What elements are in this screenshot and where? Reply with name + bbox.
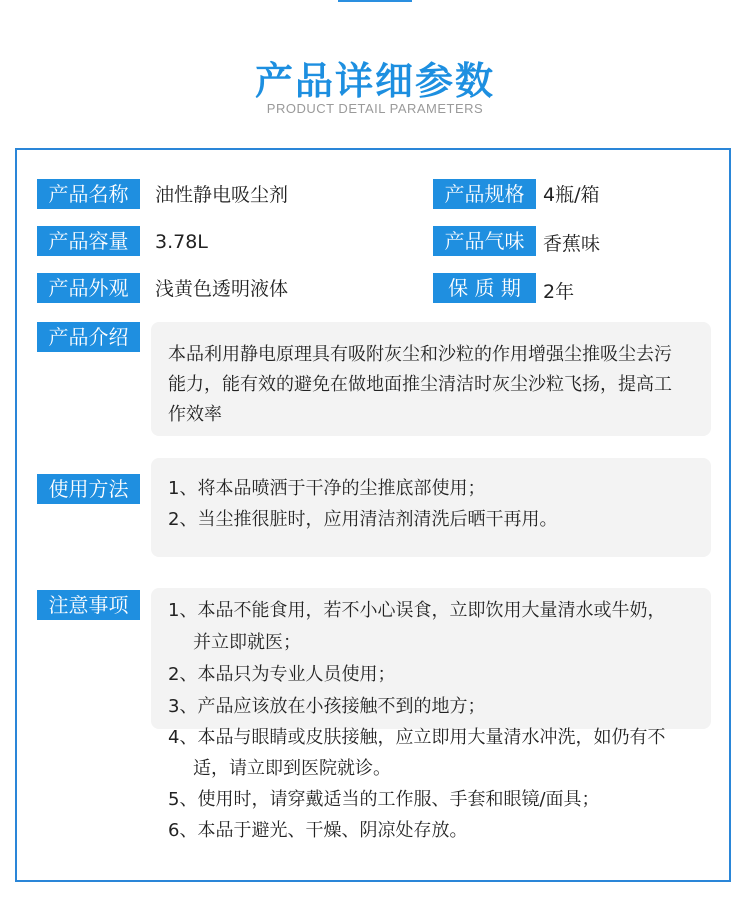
spec-value-name: 油性静电吸尘剂 — [155, 184, 289, 206]
spec-value-appearance: 浅黄色透明液体 — [155, 278, 289, 300]
usage-step: 2、当尘推很脏时，应用清洁剂清洗后晒干再用。 — [168, 509, 558, 530]
spec-value-scent: 香蕉味 — [543, 233, 601, 255]
notes-item: 4、本品与眼睛或皮肤接触，应立即用大量清水冲洗，如仍有不 — [168, 727, 666, 748]
notes-item: 2、本品只为专业人员使用； — [168, 664, 396, 685]
notes-item: 3、产品应该放在小孩接触不到的地方； — [168, 696, 486, 717]
spec-label-scent: 产品气味 — [433, 226, 536, 256]
spec-value-shelf-life: 2年 — [543, 281, 575, 303]
top-accent-bar — [338, 0, 412, 2]
notes-item: 5、使用时，请穿戴适当的工作服、手套和眼镜/面具； — [168, 789, 600, 810]
spec-value-capacity: 3.78L — [155, 231, 208, 253]
notes-label: 注意事项 — [37, 590, 140, 620]
usage-label: 使用方法 — [37, 474, 140, 504]
spec-label-name: 产品名称 — [37, 179, 140, 209]
page-subtitle: PRODUCT DETAIL PARAMETERS — [266, 101, 484, 116]
notes-item: 并立即就医； — [193, 632, 301, 653]
notes-item: 适，请立即到医院就诊。 — [193, 758, 391, 779]
spec-label-shelf-life: 保 质 期 — [433, 273, 536, 303]
intro-line: 作效率 — [168, 404, 222, 425]
page-title: 产品详细参数 — [254, 59, 495, 103]
notes-item: 1、本品不能食用，若不小心误食，立即饮用大量清水或牛奶， — [168, 600, 666, 621]
spec-label-spec: 产品规格 — [433, 179, 536, 209]
spec-label-appearance: 产品外观 — [37, 273, 140, 303]
spec-value-spec: 4瓶/箱 — [543, 184, 600, 206]
intro-line: 本品利用静电原理具有吸附灰尘和沙粒的作用增强尘推吸尘去污 — [168, 344, 672, 365]
usage-step: 1、将本品喷洒于干净的尘推底部使用； — [168, 478, 486, 499]
intro-line: 能力，能有效的避免在做地面推尘清洁时灰尘沙粒飞扬，提高工 — [168, 374, 672, 395]
spec-label-capacity: 产品容量 — [37, 226, 140, 256]
intro-label: 产品介绍 — [37, 322, 140, 352]
notes-item: 6、本品于避光、干燥、阴凉处存放。 — [168, 820, 468, 841]
